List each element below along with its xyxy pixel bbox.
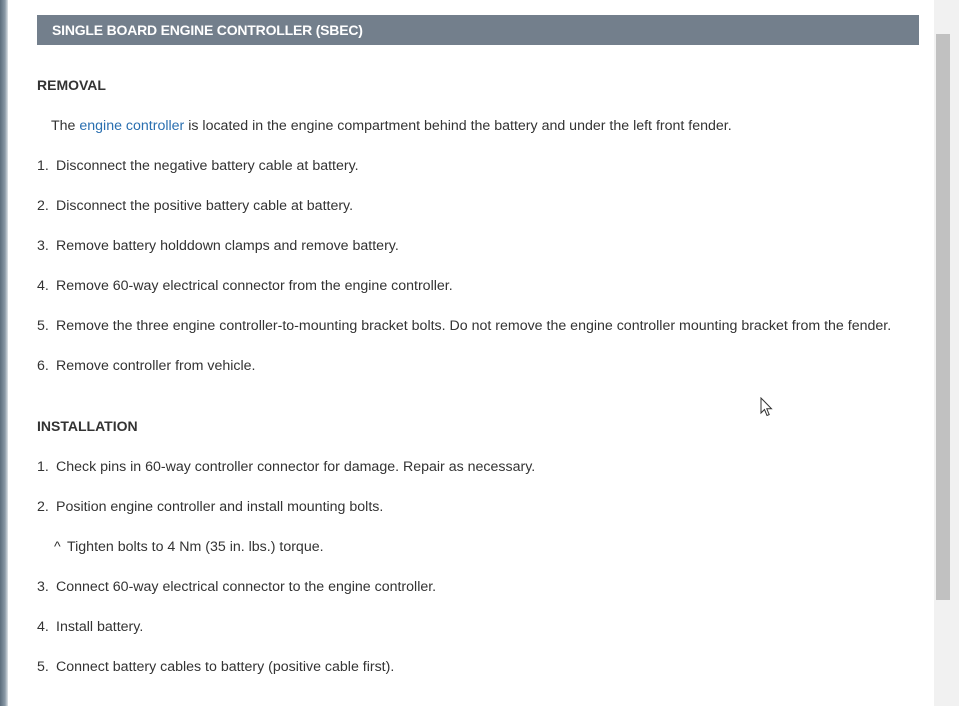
engine-controller-link[interactable]: engine controller xyxy=(79,118,185,134)
document-content xyxy=(37,0,919,706)
step-text: Connect battery cables to battery (positive cable first). xyxy=(56,659,395,675)
removal-step xyxy=(37,237,399,255)
installation-step xyxy=(37,458,535,476)
installation-step xyxy=(37,618,143,636)
step-text: Tighten bolts to 4 Nm (35 in. lbs.) torque. xyxy=(67,539,324,555)
step-number: 5. xyxy=(37,318,49,334)
step-number: 6. xyxy=(37,358,49,374)
step-text: Remove the three engine controller-to-mounting bracket bolts. Do not remove the engine controller mounting bracket from the fender. xyxy=(56,318,892,334)
installation-step xyxy=(37,498,383,516)
step-number: 3. xyxy=(37,238,49,254)
page-title: SINGLE BOARD ENGINE CONTROLLER (SBEC) xyxy=(52,22,363,38)
removal-intro xyxy=(51,117,732,135)
step-text: Position engine controller and install mounting bolts. xyxy=(56,499,384,515)
step-text: Disconnect the negative battery cable at battery. xyxy=(56,158,359,174)
installation-step xyxy=(37,658,394,676)
step-number: 4. xyxy=(37,278,49,294)
removal-step xyxy=(37,357,255,375)
installation-step xyxy=(37,578,436,596)
substep-bullet: ^ xyxy=(54,539,61,555)
installation-substep xyxy=(54,538,324,556)
step-number: 5. xyxy=(37,659,49,675)
step-number: 2. xyxy=(37,198,49,214)
step-text: Remove controller from vehicle. xyxy=(56,358,256,374)
step-text: Remove battery holddown clamps and remove battery. xyxy=(56,238,399,254)
step-text: Check pins in 60-way controller connector for damage. Repair as necessary. xyxy=(56,459,536,475)
mouse-pointer-icon xyxy=(760,397,774,417)
step-text: Disconnect the positive battery cable at battery. xyxy=(56,198,354,214)
step-number: 1. xyxy=(37,158,49,174)
step-number: 4. xyxy=(37,619,49,635)
step-text: Remove 60-way electrical connector from the engine controller. xyxy=(56,278,453,294)
step-number: 3. xyxy=(37,579,49,595)
removal-heading: REMOVAL xyxy=(37,77,106,93)
removal-step xyxy=(37,317,891,335)
removal-step xyxy=(37,277,453,295)
intro-text-after: is located in the engine compartment behind the battery and under the left front fender. xyxy=(184,118,732,134)
step-text: Install battery. xyxy=(56,619,144,635)
vertical-scrollbar-thumb[interactable] xyxy=(936,34,950,600)
step-text: Connect 60-way electrical connector to the engine controller. xyxy=(56,579,437,595)
step-number: 2. xyxy=(37,499,49,515)
window-edge xyxy=(0,0,8,706)
step-number: 1. xyxy=(37,459,49,475)
section-title-bar xyxy=(37,15,919,45)
installation-heading: INSTALLATION xyxy=(37,418,138,434)
removal-step xyxy=(37,157,359,175)
removal-step xyxy=(37,197,353,215)
intro-text-before: The xyxy=(51,118,80,134)
